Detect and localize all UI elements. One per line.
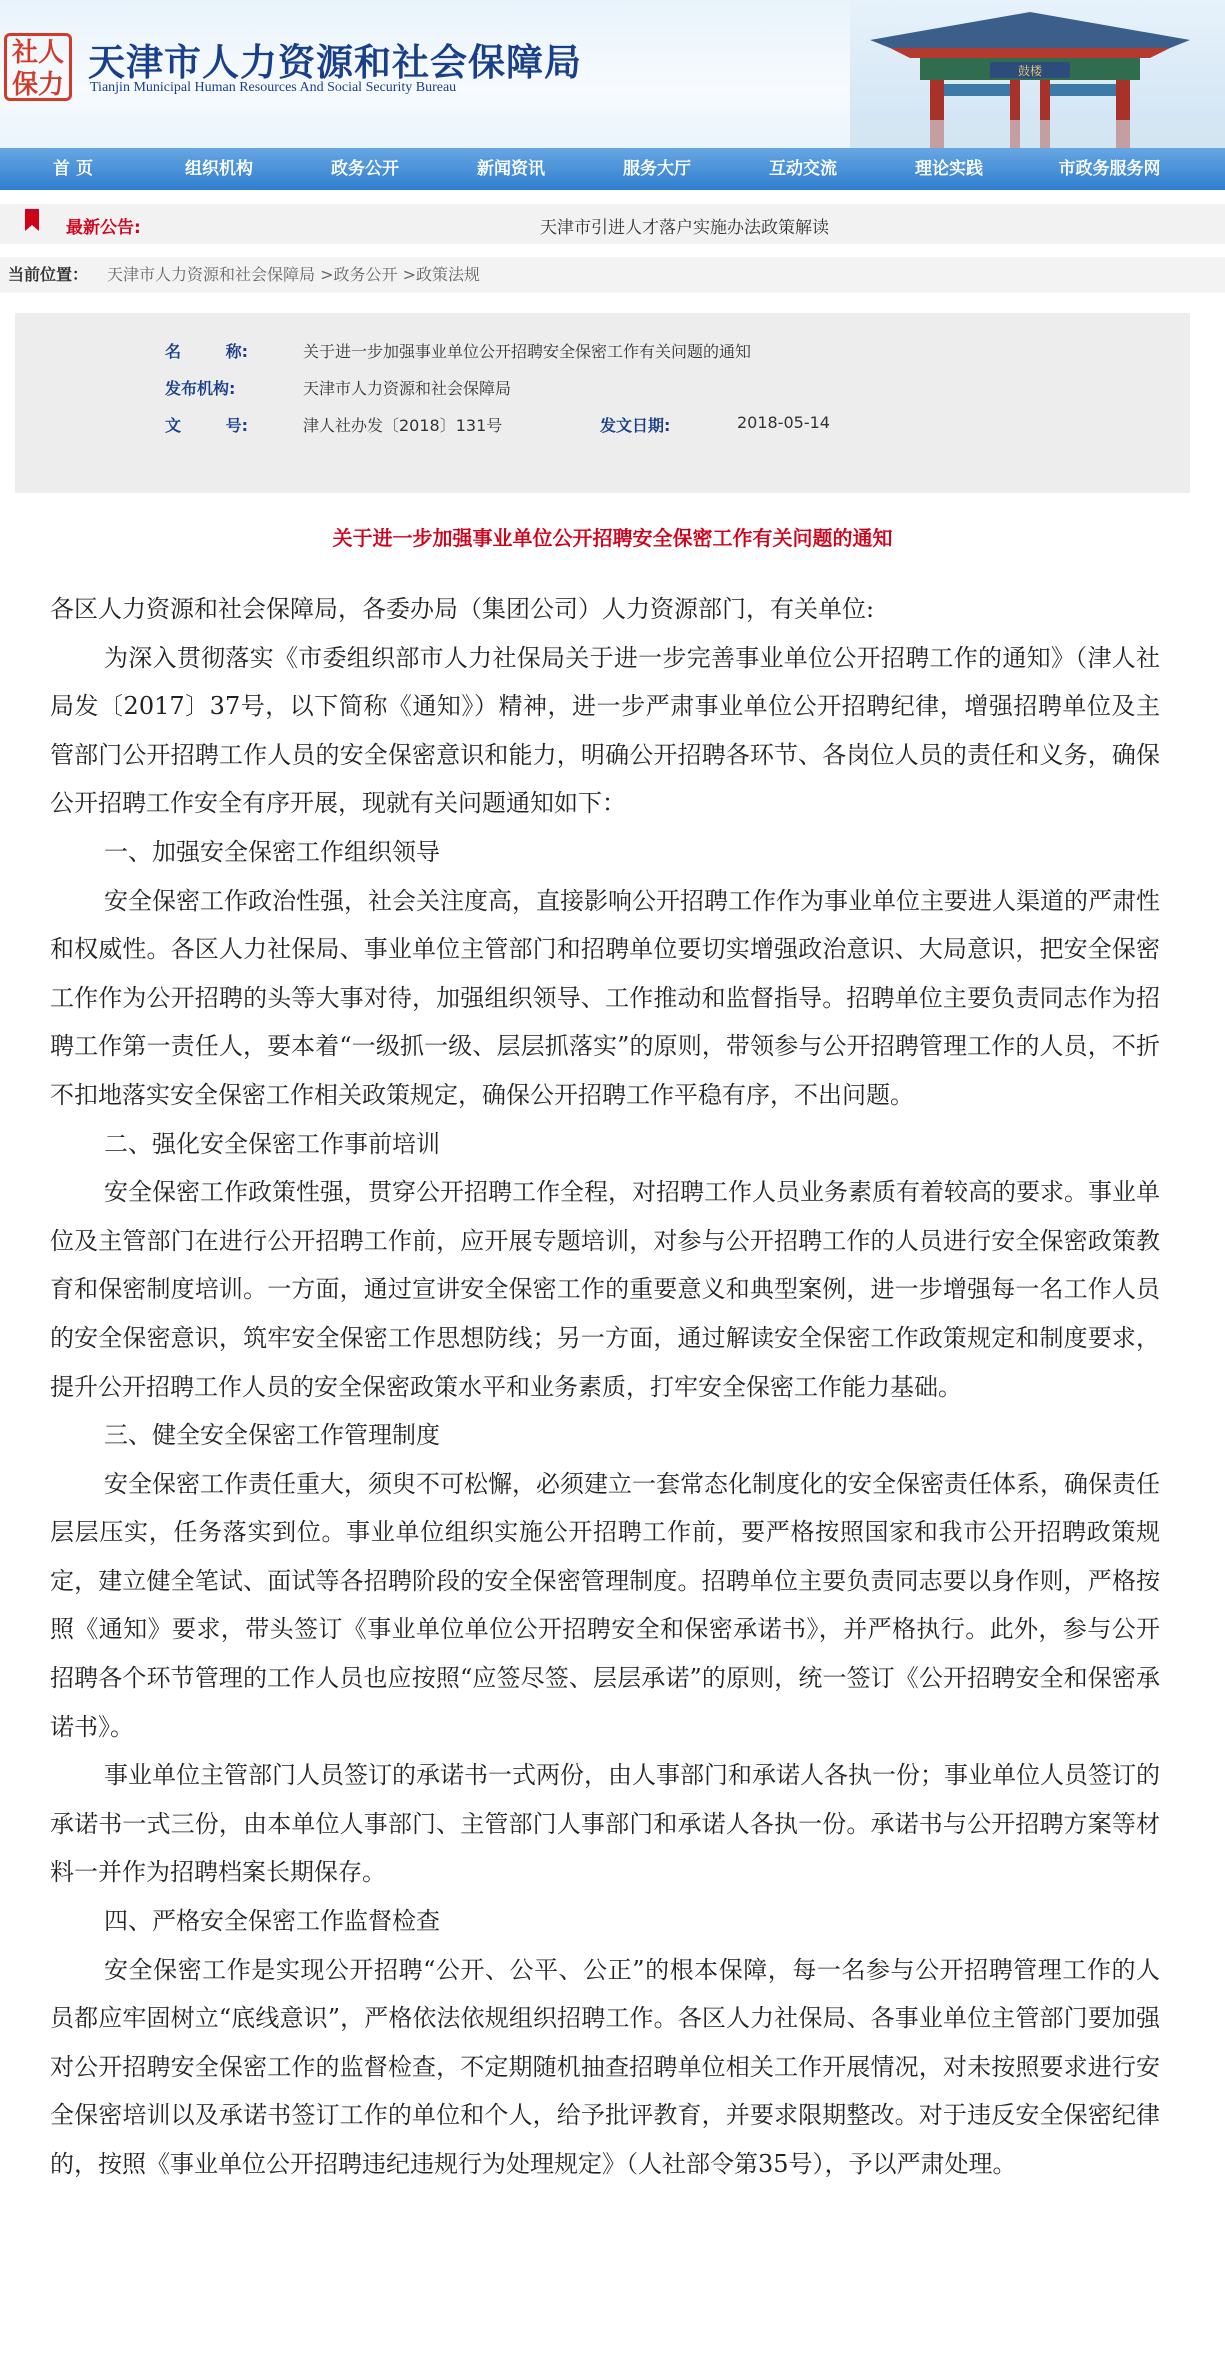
breadcrumb-label: 当前位置： xyxy=(8,265,89,284)
breadcrumb-item-policy[interactable]: 政策法规 xyxy=(416,265,481,284)
nav-home[interactable]: 首 页 xyxy=(53,159,93,179)
document-body xyxy=(50,585,1160,2189)
bookmark-icon xyxy=(25,209,39,231)
document-meta-box xyxy=(15,313,1190,493)
meta-issuer-label: 发布机构: xyxy=(165,379,236,398)
site-header xyxy=(0,0,1225,148)
site-title: 天津市人力资源和社会保障局 xyxy=(88,40,582,84)
nav-city-service[interactable]: 市政务服务网 xyxy=(1058,159,1161,179)
gate-arch-banner xyxy=(850,0,1225,148)
main-nav xyxy=(0,148,1225,190)
nav-news[interactable]: 新闻资讯 xyxy=(477,159,545,179)
notice-label: 最新公告: xyxy=(66,218,141,238)
section-heading-1: 一、加强安全保密工作组织领导 xyxy=(104,837,440,866)
breadcrumb-item-home[interactable]: 天津市人力资源和社会保障局 xyxy=(107,265,316,284)
nav-interaction[interactable]: 互动交流 xyxy=(769,159,837,179)
breadcrumb xyxy=(0,257,1225,293)
meta-date-value: 2018-05-14 xyxy=(737,413,830,432)
section-heading-2: 二、强化安全保密工作事前培训 xyxy=(104,1129,440,1158)
salutation: 各区人力资源和社会保障局，各委办局（集团公司）人力资源部门，有关单位: xyxy=(50,595,875,623)
meta-name-value: 关于进一步加强事业单位公开招聘安全保密工作有关问题的通知 xyxy=(303,342,752,361)
nav-theory-practice[interactable]: 理论实践 xyxy=(915,159,983,179)
meta-docno-label: 文 号: xyxy=(165,416,248,435)
meta-docno-value: 津人社办发〔2018〕131号 xyxy=(303,416,503,435)
document-title: 关于进一步加强事业单位公开招聘安全保密工作有关问题的通知 xyxy=(332,526,893,550)
site-logo[interactable] xyxy=(4,33,72,101)
arch-plaque-text: 鼓楼 xyxy=(1017,64,1043,78)
breadcrumb-separator: > xyxy=(397,265,417,284)
intro-paragraph: 为深入贯彻落实《市委组织部市人力社保局关于进一步完善事业单位公开招聘工作的通知》（津人社局发〔2017〕37号，以下简称《通知》）精神，进一步严肃事业单位公开招聘纪律，增强招聘单位及主管部门公开招聘工作人员的安全保密意识和能力，明确公开招聘各环节、各岗位人员的责任和义务，确保公开招聘工作安全有序开展，现就有关问题通知如下： xyxy=(50,643,1160,818)
section-body-3a: 安全保密工作责任重大，须臾不可松懈，必须建立一套常态化制度化的安全保密责任体系，确保责任层层压实，任务落实到位。事业单位组织实施公开招聘工作前，要严格按照国家和我市公开招聘政策规定，建立健全笔试、面试等各招聘阶段的安全保密管理制度。招聘单位主要负责同志要以身作则，严格按照《通知》要求，带头签订《事业单位单位公开招聘安全和保密承诺书》，并严格执行。此外，参与公开招聘各个环节管理的工作人员也应按照“应签尽签、层层承诺”的原则，统一签订《公开招聘安全和保密承诺书》。 xyxy=(50,1469,1160,1741)
breadcrumb-item-affairs[interactable]: 政务公开 xyxy=(333,265,398,284)
notice-link[interactable]: 天津市引进人才落户实施办法政策解读 xyxy=(540,218,829,238)
section-heading-3: 三、健全安全保密工作管理制度 xyxy=(104,1421,440,1450)
section-body-3b: 事业单位主管部门人员签订的承诺书一式两份，由人事部门和承诺人各执一份；事业单位人员签订的承诺书一式三份，由本单位人事部门、主管部门人事部门和承诺人各执一份。承诺书与公开招聘方案等材料一并作为招聘档案长期保存。 xyxy=(50,1761,1160,1887)
meta-issuer-value: 天津市人力资源和社会保障局 xyxy=(303,379,512,398)
section-body-4: 安全保密工作是实现公开招聘“公开、公平、公正”的根本保障，每一名参与公开招聘管理工作的人员都应牢固树立“底线意识”，严格依法依规组织招聘工作。各区人力社保局、各事业单位主管部门要加强对公开招聘安全保密工作的监督检查，不定期随机抽查招聘单位相关工作开展情况，对未按照要求进行安全保密培训以及承诺书签订工作的单位和个人，给予批评教育，并要求限期整改。对于违反安全保密纪律的，按照《事业单位公开招聘违纪违规行为处理规定》（人社部令第35号），予以严肃处理。 xyxy=(50,1955,1160,2178)
nav-organization[interactable]: 组织机构 xyxy=(185,159,253,179)
section-heading-4: 四、严格安全保密工作监督检查 xyxy=(104,1907,440,1936)
breadcrumb-trail xyxy=(107,257,480,293)
section-body-2: 安全保密工作政策性强，贯穿公开招聘工作全程，对招聘工作人员业务素质有着较高的要求。事业单位及主管部门在进行公开招聘工作前，应开展专题培训，对参与公开招聘工作的人员进行安全保密政策教育和保密制度培训。一方面，通过宣讲安全保密工作的重要意义和典型案例，进一步增强每一名工作人员的安全保密意识，筑牢安全保密工作思想防线；另一方面，通过解读安全保密工作政策规定和制度要求，提升公开招聘工作人员的安全保密政策水平和业务素质，打牢安全保密工作能力基础。 xyxy=(50,1178,1160,1401)
site-subtitle: Tianjin Municipal Human Resources And Social Security Bureau xyxy=(90,80,457,95)
section-body-1: 安全保密工作政治性强，社会关注度高，直接影响公开招聘工作作为事业单位主要进人渠道的严肃性和权威性。各区人力社保局、事业单位主管部门和招聘单位要切实增强政治意识、大局意识，把安全保密工作作为公开招聘的头等大事对待，加强组织领导、工作推动和监督指导。招聘单位主要负责同志作为招聘工作第一责任人，要本着“一级抓一级、层层抓落实”的原则，带领参与公开招聘管理工作的人员，不折不扣地落实安全保密工作相关政策规定，确保公开招聘工作平稳有序，不出问题。 xyxy=(50,886,1160,1109)
logo-glyph: 社人 保力 xyxy=(11,38,64,100)
nav-government-affairs[interactable]: 政务公开 xyxy=(331,159,399,179)
breadcrumb-separator: > xyxy=(315,265,334,284)
nav-service-hall[interactable]: 服务大厅 xyxy=(623,159,691,179)
notice-bar xyxy=(0,204,1225,244)
meta-name-label: 名 称: xyxy=(165,342,248,361)
meta-date-label: 发文日期: xyxy=(600,416,671,435)
